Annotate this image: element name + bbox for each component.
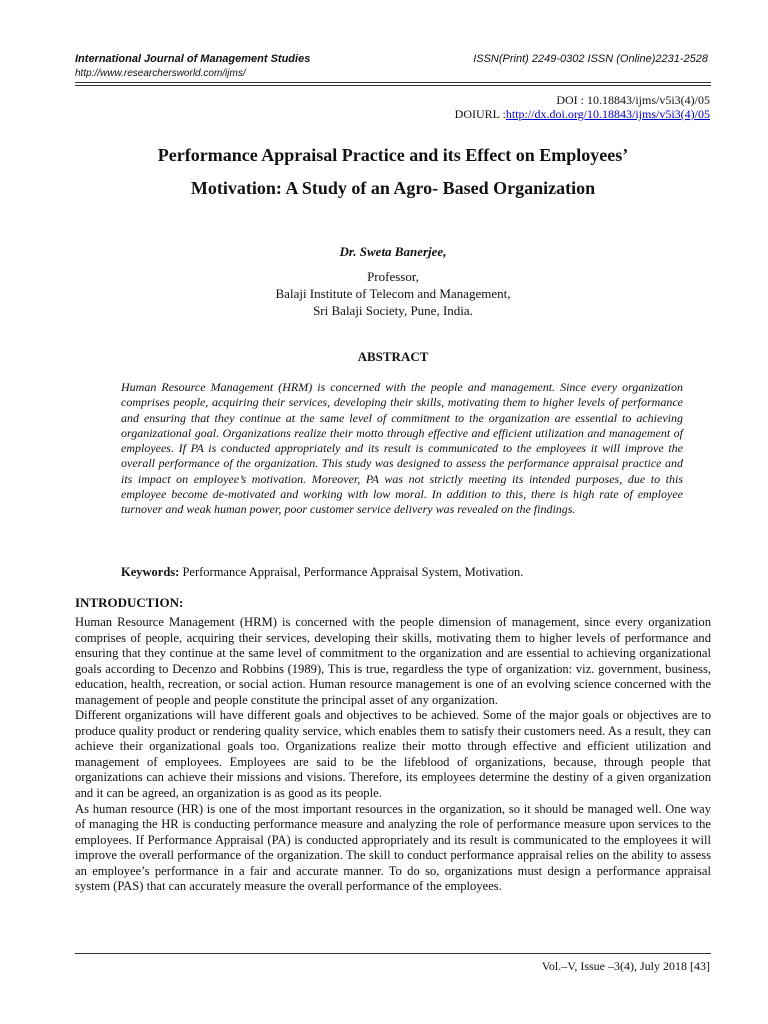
introduction-heading: INTRODUCTION: — [75, 595, 184, 610]
paper-title-line-2: Motivation: A Study of an Agro- Based Organization — [190, 178, 596, 198]
doi-url-link[interactable]: http://dx.doi.org/10.18843/ijms/v5i3(4)/05 — [505, 107, 710, 121]
doi-line: DOI : 10.18843/ijms/v5i3(4)/05 — [556, 93, 710, 107]
introduction-paragraph: Different organizations will have different goals and objectives to be achieved. Some of the major goals or objectives are to produce quality product or rendering quality service, which enables them to satisfy their customers need. As a result, they can achieve their organizational goals too. Organizations realize their motto through effective and efficient utilization and management of employees. Employees are said to be the lifeblood of organizations, because, through people that organizations can achieve their missions and visions. Therefore, its employees determine the destiny of a given organization and it can be agreed, an organization is as good as its people. — [75, 708, 711, 801]
introduction-paragraph: Human Resource Management (HRM) is concerned with the people dimension of management, since every organization comprises of people, acquiring their services, developing their skills, motivating them to higher levels of performance and ensuring that they continue at the same level of commitment to the organization and are essential to achieving organizational goals according to Decenzo and Robbins (1989), This is true, regardless the type of organization: viz. government, business, education, health, recreation, or social action. Human resource management is one of an evolving science concerned with the management of people and people constitute the principal asset of any organization. — [75, 615, 711, 707]
abstract-heading: ABSTRACT — [357, 349, 429, 364]
author-role: Professor, — [367, 269, 419, 284]
introduction-body — [75, 615, 711, 895]
footer-rule — [75, 953, 711, 954]
journal-url: http://www.researchersworld.com/ijms/ — [75, 68, 246, 79]
author-name: Dr. Sweta Banerjee, — [339, 244, 447, 259]
page-footer: Vol.–V, Issue –3(4), July 2018 [43] — [541, 959, 710, 973]
journal-name: International Journal of Management Studies — [75, 53, 311, 65]
doi-url-line — [455, 107, 710, 122]
doi-url-label: DOIURL : — [454, 107, 506, 121]
author-institution: Balaji Institute of Telecom and Management, — [275, 286, 511, 301]
introduction-paragraph: As human resource (HR) is one of the most important resources in the organization, so it should be managed well. One way of managing the HR is conducting performance measure and analyzing the role of performance measure upon services to the employees. If Performance Appraisal (PA) is conducted appropriately and its result is communicated to the employees it will improve the overall performance of the organization. The skill to conduct performance appraisal relies on the ability to assess an employee’s performance in a fair and accurate manner. To do so, organizations must design a performance appraisal system (PAS) that can accurately measure the overall performance of the employees. — [75, 801, 711, 894]
paper-title-line-1: Performance Appraisal Practice and its Effect on Employees’ — [157, 145, 629, 165]
journal-issn: ISSN(Print) 2249-0302 ISSN (Online)2231-2528 — [473, 53, 708, 65]
abstract-text: Human Resource Management (HRM) is concerned with the people and management. Since every organization comprises people, acquiring their services, developing their skills, motivating them to higher levels of performance and ensuring that they continue at the same level of commitment to the organization are essential to achieving organizational goal. Organizations realize their motto through effective and efficient utilization and management of employees. If PA is conducted appropriately and its result is communicated to the employees it will improve the overall performance of the organization. This study was designed to assess the performance appraisal practice and its impact on employee’s motivation. Moreover, PA was not strictly meeting its intended purposes, due to this employee become de-motivated and working with low moral. In addition to this, there is high rate of employee turnover and weak human power, poor customer service delivery was revealed on the findings. — [121, 380, 683, 517]
keywords-label: Keywords: — [121, 565, 180, 579]
author-address: Sri Balaji Society, Pune, India. — [313, 303, 473, 318]
header-rule-second — [75, 85, 711, 86]
keywords-text: Performance Appraisal, Performance Appraisal System, Motivation. — [179, 565, 524, 579]
header-rule — [75, 82, 711, 83]
keywords — [121, 565, 683, 580]
